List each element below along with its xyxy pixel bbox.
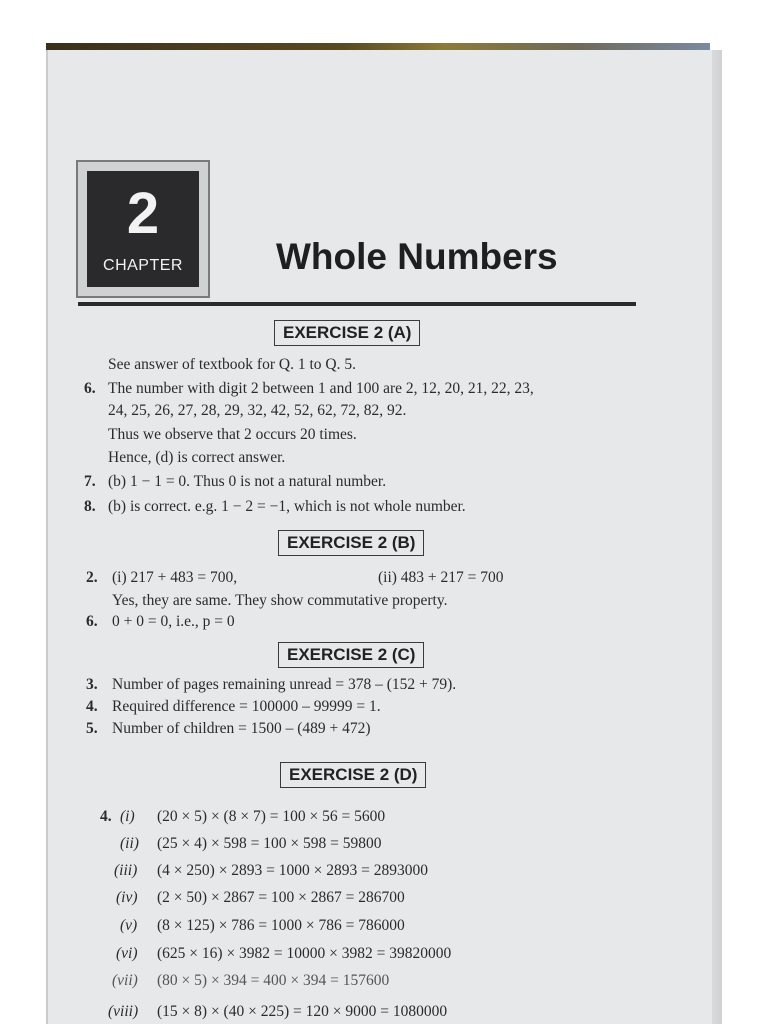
q6-line3: Thus we observe that 2 occurs 20 times. <box>108 426 357 443</box>
q6-line1: The number with digit 2 between 1 and 100 are 2, 12, 20, 21, 22, 23, <box>108 380 534 397</box>
chapter-label: CHAPTER <box>103 257 183 274</box>
d-part-label: (v) <box>120 917 138 934</box>
chapter-badge-inner <box>87 171 199 287</box>
q8-text: (b) is correct. e.g. 1 − 2 = −1, which is not whole number. <box>108 498 466 515</box>
chapter-badge <box>76 160 210 298</box>
q7-text: (b) 1 − 1 = 0. Thus 0 is not a natural number. <box>108 473 387 490</box>
c-q4-number: 4. <box>86 698 98 715</box>
d-part-text: (8 × 125) × 786 = 1000 × 786 = 786000 <box>157 917 405 934</box>
b-q2-number: 2. <box>86 569 98 586</box>
exercise-a-heading: EXERCISE 2 (A) <box>274 320 420 346</box>
b-q2-line2: Yes, they are same. They show commutative property. <box>112 592 448 609</box>
d-part-text: (15 × 8) × (40 × 225) = 120 × 9000 = 1080000 <box>157 1003 448 1020</box>
c-q5-text: Number of children = 1500 – (489 + 472) <box>112 720 371 737</box>
title-rule <box>78 302 636 306</box>
d-part-text: (2 × 50) × 2867 = 100 × 2867 = 286700 <box>157 889 405 906</box>
page-edge <box>712 50 722 1024</box>
d-part-label: (ii) <box>120 835 139 852</box>
c-q3-number: 3. <box>86 676 98 693</box>
d-part-text: (625 × 16) × 3982 = 10000 × 3982 = 39820000 <box>157 945 452 962</box>
b-q6-number: 6. <box>86 613 98 630</box>
c-q5-number: 5. <box>86 720 98 737</box>
exercise-b-heading: EXERCISE 2 (B) <box>278 530 424 556</box>
d-part-text: (25 × 4) × 598 = 100 × 598 = 59800 <box>157 835 382 852</box>
exercise-d-heading: EXERCISE 2 (D) <box>280 762 426 788</box>
b-q2-part2: (ii) 483 + 217 = 700 <box>378 569 504 586</box>
c-q4-text: Required difference = 100000 – 99999 = 1. <box>112 698 381 715</box>
exercise-c-heading: EXERCISE 2 (C) <box>278 642 424 668</box>
d-part-label: (i) <box>120 808 135 825</box>
exercise-a-intro: See answer of textbook for Q. 1 to Q. 5. <box>108 356 356 373</box>
q8-number: 8. <box>84 498 96 515</box>
d-part-label: (iii) <box>114 862 138 879</box>
c-q3-text: Number of pages remaining unread = 378 – (152 + 79). <box>112 676 457 693</box>
d-part-text: (80 × 5) × 394 = 400 × 394 = 157600 <box>157 972 390 989</box>
d-part-label: (vii) <box>112 972 138 989</box>
d-part-label: (viii) <box>108 1003 139 1020</box>
b-q2-part1: (i) 217 + 483 = 700, <box>112 569 238 586</box>
d-part-text: (4 × 250) × 2893 = 1000 × 2893 = 2893000 <box>157 862 429 879</box>
q6-line2: 24, 25, 26, 27, 28, 29, 32, 42, 52, 62, 72, 82, 92. <box>108 402 407 419</box>
d-part-label: (vi) <box>116 945 138 962</box>
d-q4-number: 4. <box>100 808 112 825</box>
chapter-number: 2 <box>126 181 160 246</box>
q6-number: 6. <box>84 380 96 397</box>
q6-line4: Hence, (d) is correct answer. <box>108 449 286 466</box>
q7-number: 7. <box>84 473 96 490</box>
chapter-title: Whole Numbers <box>276 236 558 277</box>
book-top-strip <box>46 43 710 50</box>
d-part-text: (20 × 5) × (8 × 7) = 100 × 56 = 5600 <box>157 808 386 825</box>
d-part-label: (iv) <box>116 889 138 906</box>
b-q6-text: 0 + 0 = 0, i.e., p = 0 <box>112 613 235 630</box>
